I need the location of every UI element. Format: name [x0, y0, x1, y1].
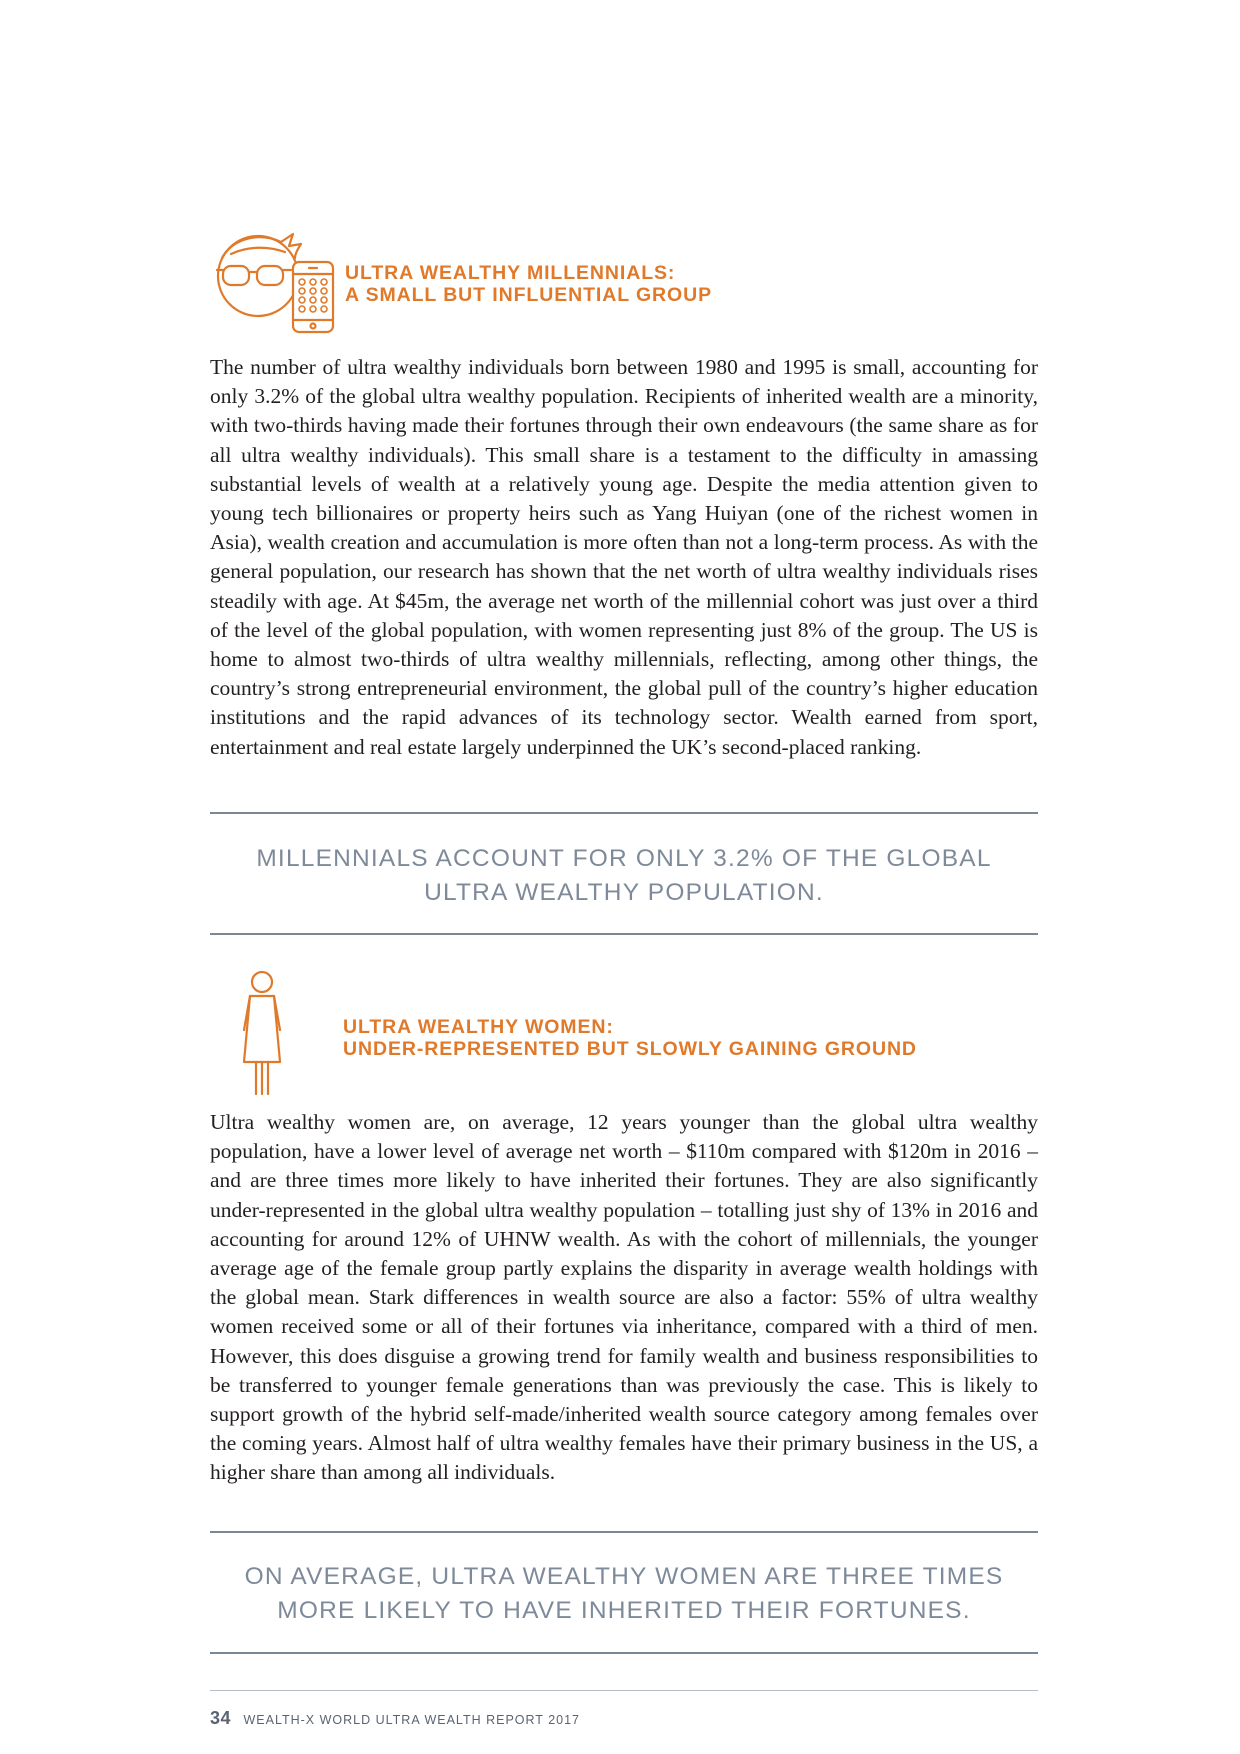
- millennials-quote-line1: MILLENNIALS ACCOUNT FOR ONLY 3.2% OF THE GLOBAL: [256, 845, 992, 872]
- millennials-heading-block: [345, 262, 712, 306]
- millennials-pull-quote: [210, 842, 1038, 910]
- page-footer: [210, 1708, 580, 1729]
- millennials-quote-line2: ULTRA WEALTHY POPULATION.: [424, 879, 824, 906]
- women-body-paragraph: Ultra wealthy women are, on average, 12 years younger than the global ultra wealthy population, have a lower level of average net worth – $110m compared with $120m in 2016 – and are three times more likely to have inherited their fortunes. They are also significantly under-represented in the global ultra wealthy population – totalling just shy of 13% in 2016 and accounting for around 12% of UHNW wealth. As with the cohort of millennials, the younger average age of the female group partly explains the disparity in average wealth holdings with the global mean. Stark differences in wealth source are also a factor: 55% of ultra wealthy women received some or all of their fortunes via inheritance, compared with a third of men. However, this does disguise a growing trend for family wealth and business responsibilities to be transferred to younger female generations than was previously the case. This is likely to support growth of the hybrid self-made/inherited wealth source category among females over the coming years. Almost half of ultra wealthy females have their primary business in the US, a higher share than among all individuals.: [210, 1110, 1038, 1485]
- millennials-heading-line2: A SMALL BUT INFLUENTIAL GROUP: [345, 284, 712, 306]
- page-number: 34: [210, 1708, 232, 1728]
- millennial-with-glasses-and-phone-icon: [213, 232, 338, 337]
- women-quote-line2: MORE LIKELY TO HAVE INHERITED THEIR FORTUNES.: [277, 1597, 971, 1624]
- millennials-body-paragraph: The number of ultra wealthy individuals born between 1980 and 1995 is small, accounting for only 3.2% of the global ultra wealthy population. Recipients of inherited wealth are a minority, with two-thirds having made their fortunes through their own endeavours (the same share as for all ultra wealthy individuals). This small share is a testament to the difficulty in amassing substantial levels of wealth at a relatively young age. Despite the media attention given to young tech billionaires or property heirs such as Yang Huiyan (one of the richest women in Asia), wealth creation and accumulation is more often than not a long-term process. As with the general population, our research has shown that the net worth of ultra wealthy individuals rises steadily with age. At $45m, the average net worth of the millennial cohort was just over a third of the level of the global population, with women representing just 8% of the group. The US is home to almost two-thirds of ultra wealthy millennials, reflecting, among other things, the country’s strong entrepreneurial environment, the global pull of the country’s higher education institutions and the rapid advances of its technology sector. Wealth earned from sport, entertainment and real estate largely underpinned the UK’s second-placed ranking.: [210, 355, 1038, 759]
- millennials-heading: [345, 262, 712, 306]
- women-quote-top-rule: [210, 1531, 1038, 1533]
- millennials-heading-line1: ULTRA WEALTHY MILLENNIALS:: [345, 262, 676, 284]
- women-heading-block: [343, 1016, 917, 1060]
- millennials-quote-bottom-rule: [210, 933, 1038, 935]
- women-quote-bottom-rule: [210, 1652, 1038, 1654]
- report-title: WEALTH-X WORLD ULTRA WEALTH REPORT 2017: [243, 1713, 581, 1727]
- women-pull-quote: [210, 1560, 1038, 1628]
- footer-rule: [210, 1690, 1038, 1691]
- women-heading-line2: UNDER-REPRESENTED BUT SLOWLY GAINING GROUND: [343, 1038, 917, 1060]
- women-heading: [343, 1016, 917, 1060]
- women-heading-line1: ULTRA WEALTHY WOMEN:: [343, 1016, 614, 1038]
- millennials-quote-top-rule: [210, 812, 1038, 814]
- woman-figure-icon: [240, 970, 284, 1096]
- women-quote-line1: ON AVERAGE, ULTRA WEALTHY WOMEN ARE THREE TIMES: [244, 1563, 1004, 1590]
